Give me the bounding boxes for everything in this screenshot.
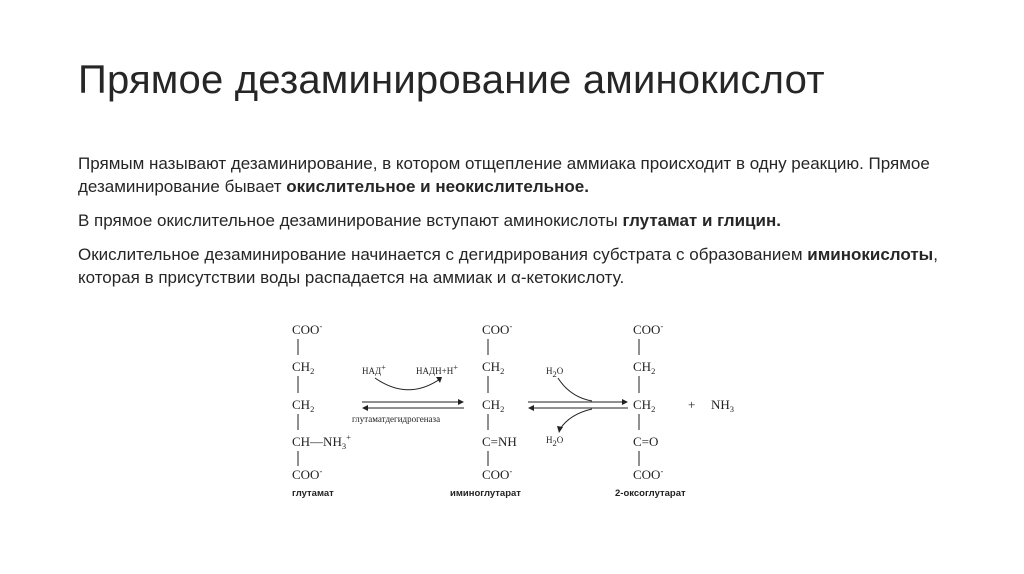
oxoglutarate-row-4: C=O [633,434,659,449]
iminoglutarate-row-1: COO- [482,321,513,337]
water-out-arrowhead [557,426,563,433]
glutamate-row-2: $CH_2$ [292,359,315,376]
glutamate-row-5: COO- [292,466,323,482]
reaction-scheme-svg [270,315,750,515]
water-bottom-label: H2O [546,435,564,448]
iminoglutarate-caption: иминоглутарат [450,488,521,499]
nad-label: НАД+ [362,362,386,376]
paragraph-1-bold: окислительное и неокислительное. [286,177,589,196]
iminoglutarate-structure [450,321,521,499]
iminoglutarate-row-5: COO- [482,466,513,482]
water-in-curved-arrow [558,378,592,401]
plus-sign: + [688,397,696,412]
reaction-2 [528,366,628,448]
forward-arrowhead-2 [622,399,628,405]
oxoglutarate-caption: 2-оксоглутарат [615,488,686,499]
reaction-1 [352,362,464,424]
iminoglutarate-row-4: C=NH [482,434,517,449]
glutamate-structure [292,321,351,499]
paragraph-2-bold: глутамат и глицин. [622,211,781,230]
paragraph-1 [78,152,948,198]
glutamate-row-1: COO- [292,321,323,337]
nadh-label: НАДН+Н+ [416,362,459,376]
slide-title: Прямое дезаминирование аминокислот [78,58,825,102]
enzyme-label: глутаматдегидрогеназа [352,414,441,424]
oxoglutarate-row-1: COO- [633,321,664,337]
oxoglutarate-row-2: $CH_2$ [633,359,656,376]
paragraph-3-text-a: Окислительное дезаминирование начинается с дегидрирования субстрата с образованием [78,245,808,264]
reverse-arrowhead-2 [528,405,534,411]
oxoglutarate-row-3: $CH_2$ [633,397,656,414]
water-out-curved-arrow [560,409,592,429]
glutamate-row-4: $CH—NH_3^+$ [292,432,351,451]
cofactor-arrowhead [436,377,442,383]
glutamate-row-3: $CH_2$ [292,397,315,414]
reverse-arrowhead-1 [362,405,368,411]
paragraph-3 [78,243,948,289]
iminoglutarate-row-2: $CH_2$ [482,359,505,376]
iminoglutarate-row-3: $CH_2$ [482,397,505,414]
cofactor-curved-arrow [375,378,440,390]
glutamate-caption: глутамат [292,488,334,499]
paragraph-3-bold: иминокислоты [807,245,934,264]
ammonia-product [688,397,734,414]
paragraph-3-text-b: , которая в присутствии воды распадается на аммиак и α-кетокислоту. [78,245,938,287]
oxoglutarate-structure [615,321,686,499]
slide-body [78,152,948,300]
forward-arrowhead-1 [458,399,464,405]
water-top-label: H2O [546,366,564,379]
paragraph-2-text: В прямое окислительное дезаминирование вступают аминокислоты [78,211,623,230]
paragraph-1-text: Прямым называют дезаминирование, в котором отщепление аммиака происходит в одну реакцию. Прямое дезаминирование бывает [78,154,930,196]
oxoglutarate-row-5: COO- [633,466,664,482]
ammonia-label: $NH_3$ [711,397,735,414]
paragraph-2 [78,209,948,232]
reaction-scheme [270,315,750,515]
